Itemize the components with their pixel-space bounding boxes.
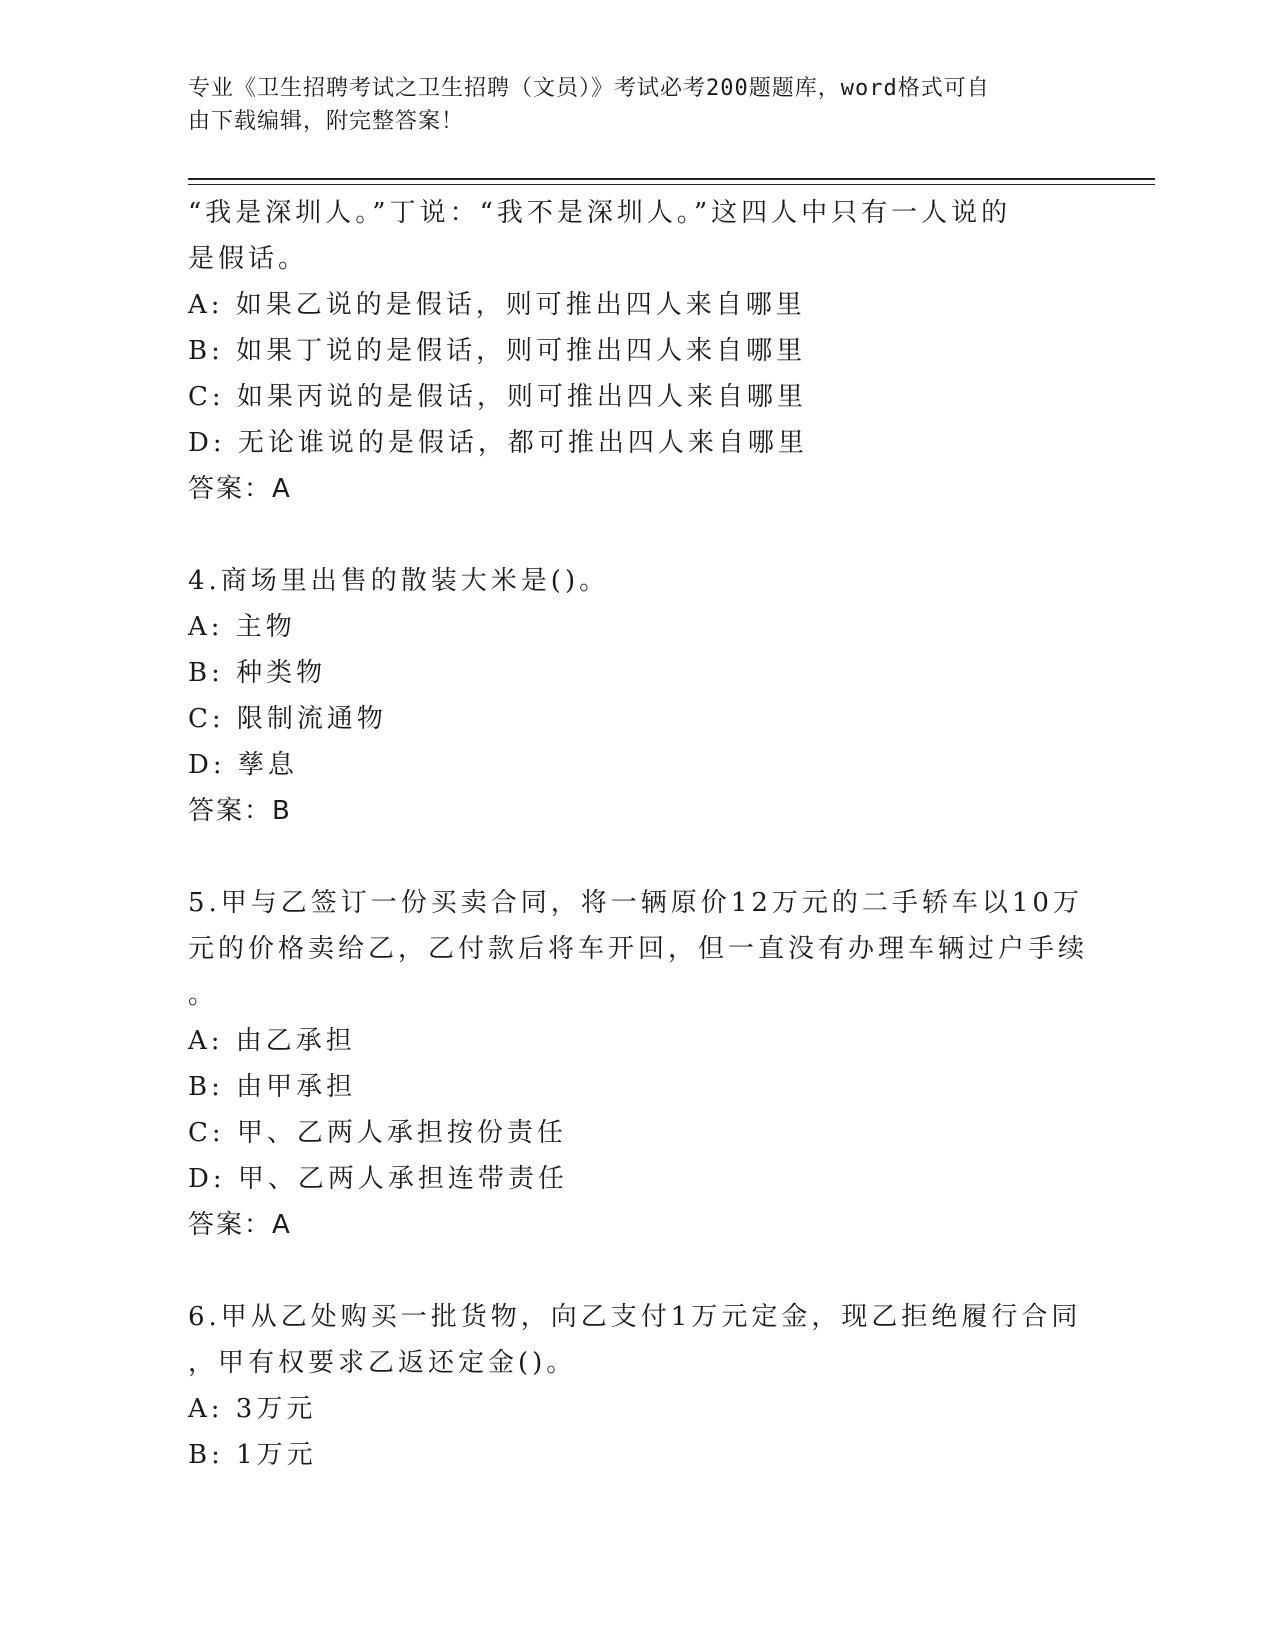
header-rule-thin — [188, 184, 1155, 185]
spacer — [188, 512, 1088, 558]
header-line-2: 由下载编辑，附完整答案！ — [188, 109, 465, 134]
answer-line: 答案：A — [188, 1210, 292, 1240]
answer-line: 答案：A — [188, 474, 292, 504]
document-header — [188, 72, 1068, 138]
option-c: C: 甲、乙两人承担按份责任 — [188, 1118, 567, 1148]
header-rule-thick — [188, 178, 1155, 180]
option-a: A: 如果乙说的是假话，则可推出四人来自哪里 — [188, 290, 806, 320]
option-d: D: 甲、乙两人承担连带责任 — [188, 1164, 568, 1194]
option-b: B: 如果丁说的是假话，则可推出四人来自哪里 — [188, 336, 807, 366]
option-d: D: 无论谁说的是假话，都可推出四人来自哪里 — [188, 428, 808, 458]
question-text-line: 元的价格卖给乙，乙付款后将车开回，但一直没有办理车辆过户手续 — [188, 934, 1089, 964]
option-c: C: 限制流通物 — [188, 704, 387, 734]
option-b: B: 1万元 — [188, 1440, 317, 1470]
question-text-line: ，甲有权要求乙返还定金()。 — [188, 1348, 577, 1378]
question-text-line: 。 — [188, 980, 219, 1010]
question-4 — [188, 558, 1088, 834]
spacer — [188, 834, 1088, 880]
header-line-1: 专业《卫生招聘考试之卫生招聘（文员）》考试必考200题题库，word格式可自 — [188, 76, 990, 101]
option-a: A: 主物 — [188, 612, 296, 642]
question-3 — [188, 190, 1088, 512]
document-body — [188, 190, 1088, 1478]
answer-line: 答案：B — [188, 796, 292, 826]
question-text-line: 6.甲从乙处购买一批货物，向乙支付1万元定金，现乙拒绝履行合同 — [188, 1302, 1082, 1332]
question-text-line: 5.甲与乙签订一份买卖合同，将一辆原价12万元的二手轿车以10万 — [188, 888, 1083, 918]
question-text-line: 4.商场里出售的散装大米是()。 — [188, 566, 610, 596]
question-5 — [188, 880, 1088, 1248]
question-6 — [188, 1294, 1088, 1478]
question-text-line: “我是深圳人。”丁说：“我不是深圳人。”这四人中只有一人说的 — [188, 198, 1012, 228]
option-d: D: 孳息 — [188, 750, 298, 780]
question-text-line: 是假话。 — [188, 244, 309, 274]
option-b: B: 由甲承担 — [188, 1072, 357, 1102]
spacer — [188, 1248, 1088, 1294]
option-a: A: 由乙承担 — [188, 1026, 356, 1056]
option-a: A: 3万元 — [188, 1394, 317, 1424]
option-c: C: 如果丙说的是假话，则可推出四人来自哪里 — [188, 382, 807, 412]
option-b: B: 种类物 — [188, 658, 327, 688]
